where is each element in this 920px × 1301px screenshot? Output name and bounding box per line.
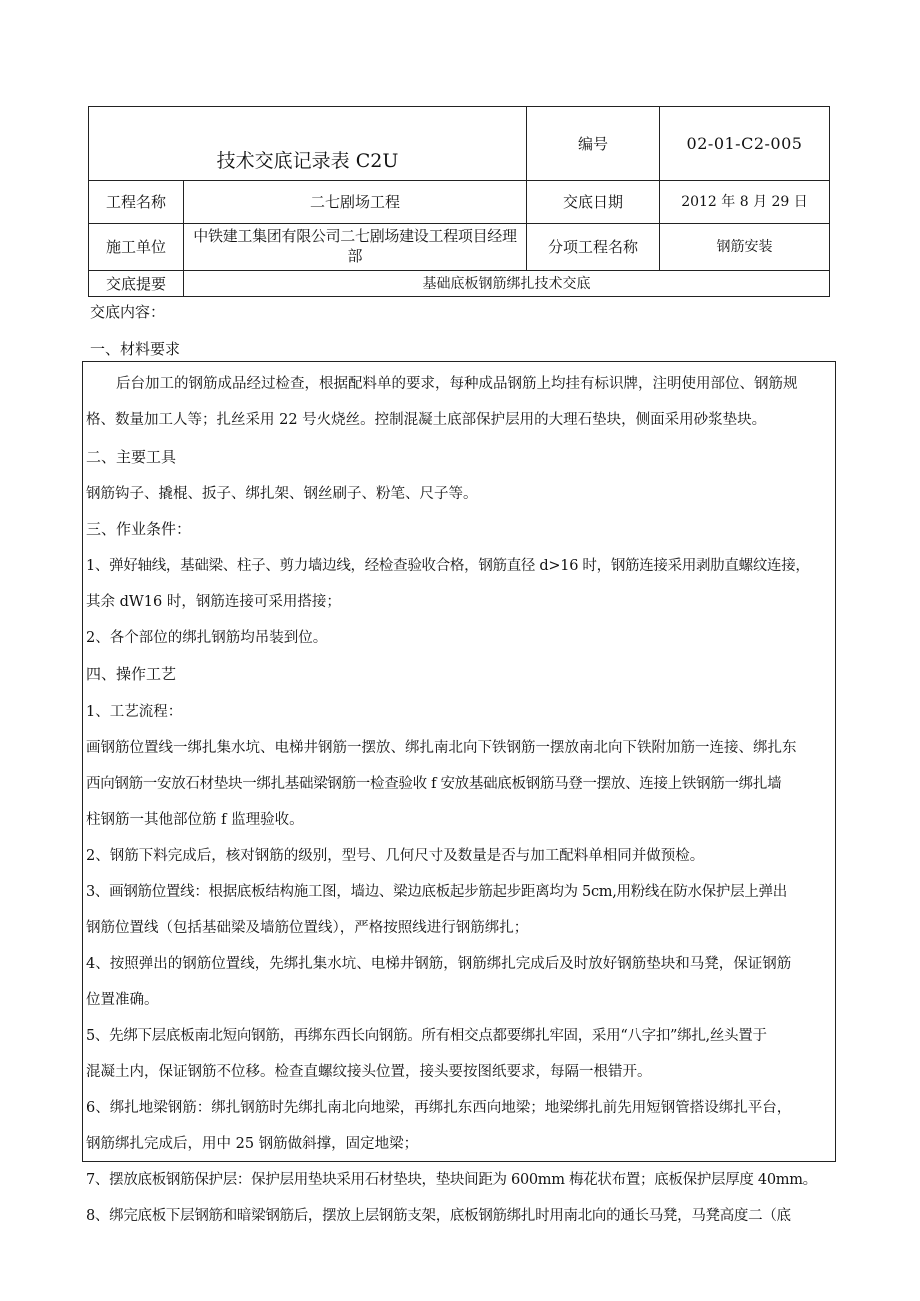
date-label: 交底日期 — [562, 193, 623, 211]
materials-paragraph-line2: 格、数量加工人等；扎丝采用 22 号火烧丝。控制混凝土底部保护层用的大理石垫块，侧面采用砂浆垫块。 — [86, 412, 767, 428]
conditions-item1-line2: 其余 dW16 时，钢筋连接可采用搭接； — [86, 594, 341, 610]
content-label: 交底内容： — [90, 303, 166, 321]
summary-label: 交底提要 — [105, 274, 166, 293]
construction-unit-value — [184, 226, 526, 266]
tools-text: 钢筋钩子、撬棍、扳子、绑扎架、钢丝刷子、粉笔、尺子等。 — [86, 486, 478, 502]
process-item8: 8、绑完底板下层钢筋和暗梁钢筋后，摆放上层钢筋支架，底板钢筋绑扎时用南北向的通长马凳，马凳高度二（底 — [86, 1208, 791, 1224]
form-title: 技术交底记录表 C2U — [216, 150, 399, 172]
process-item6-line1: 6、绑扎地梁钢筋：绑扎钢筋时先绑扎南北向地梁，再绑扎东西向地梁；地梁绑扎前先用短钢管搭设绑扎平台， — [86, 1100, 792, 1116]
materials-heading: 一、材料要求 — [90, 340, 181, 358]
process-item5-line1: 5、先绑下层底板南北短向钢筋，再绑东西长向钢筋。所有相交点都要绑扎牢固，采用“八字扣”绑扎,丝头置于 — [86, 1028, 767, 1044]
process-item5-line2: 混凝土内，保证钢筋不位移。检查直螺纹接头位置，接头要按图纸要求，每隔一根错开。 — [86, 1064, 652, 1080]
process-item3-line1: 3、画钢筋位置线：根据底板结构施工图，墙边、梁边底板起步筋起步距离均为 5cm,用粉线在防水保护层上弹出 — [86, 884, 787, 900]
tools-heading: 二、主要工具 — [86, 448, 177, 466]
process-item7: 7、摆放底板钢筋保护层：保护层用垫块采用石材垫块，垫块间距为 600mm 梅花状布置；底板保护层厚度 40mm。 — [86, 1172, 817, 1188]
materials-paragraph-line1: 后台加工的钢筋成品经过检查，根据配料单的要求，每种成品钢筋上均挂有标识牌，注明使用部位、钢筋规 — [116, 376, 798, 392]
process-item4-line1: 4、按照弹出的钢筋位置线，先绑扎集水坑、电梯井钢筋，钢筋绑扎完成后及时放好钢筋垫块和马凳，保证钢筋 — [86, 956, 792, 972]
process-flow-line3: 柱钢筋一其他部位筋 f 监理验收。 — [86, 812, 304, 828]
number-label: 编号 — [577, 134, 608, 153]
process-item4-line2: 位置准确。 — [86, 992, 159, 1008]
process-item3-line2: 钢筋位置线（包括基础梁及墙筋位置线），严格按照线进行钢筋绑扎； — [86, 920, 529, 936]
construction-unit-line1: 中铁建工集团有限公司二七剧场建设工程项目经理 — [193, 227, 517, 245]
process-item1: 1、工艺流程： — [86, 704, 183, 720]
conditions-heading: 三、作业条件： — [86, 520, 192, 538]
summary-value: 基础底板钢筋绑扎技术交底 — [422, 275, 591, 292]
conditions-item2: 2、各个部位的绑扎钢筋均吊装到位。 — [86, 630, 328, 646]
construction-unit-line2: 部 — [347, 247, 363, 265]
process-item6-line2: 钢筋绑扎完成后，用中 25 钢筋做斜撑，固定地梁； — [86, 1136, 419, 1152]
process-item2: 2、钢筋下料完成后，核对钢筋的级别，型号、几何尺寸及数量是否与加工配料单相同并做预检。 — [86, 848, 705, 864]
number-value: 02-01-C2-005 — [686, 133, 803, 153]
conditions-item1-line1: 1、弹好轴线，基础梁、柱子、剪力墙边线，经检查验收合格，钢筋直径 d>16 时，钢筋连接采用剥肋直螺纹连接， — [86, 558, 810, 574]
process-flow-line1: 画钢筋位置线一绑扎集水坑、电梯井钢筋一摆放、绑扎南北向下铁钢筋一摆放南北向下铁附加筋一连接、绑扎东 — [86, 740, 797, 756]
date-value: 2012 年 8 月 29 日 — [681, 194, 808, 210]
subproject-label: 分项工程名称 — [547, 238, 638, 256]
process-heading: 四、操作工艺 — [86, 665, 177, 683]
project-name-value: 二七剧场工程 — [309, 193, 400, 211]
process-flow-line2: 西向钢筋一安放石材垫块一绑扎基础梁钢筋一检查验收 f 安放基础底板钢筋马登一摆放、连接上铁钢筋一绑扎墙 — [86, 776, 782, 792]
subproject-value: 钢筋安装 — [716, 239, 773, 255]
project-name-label: 工程名称 — [105, 193, 166, 211]
construction-unit-label: 施工单位 — [105, 238, 166, 256]
